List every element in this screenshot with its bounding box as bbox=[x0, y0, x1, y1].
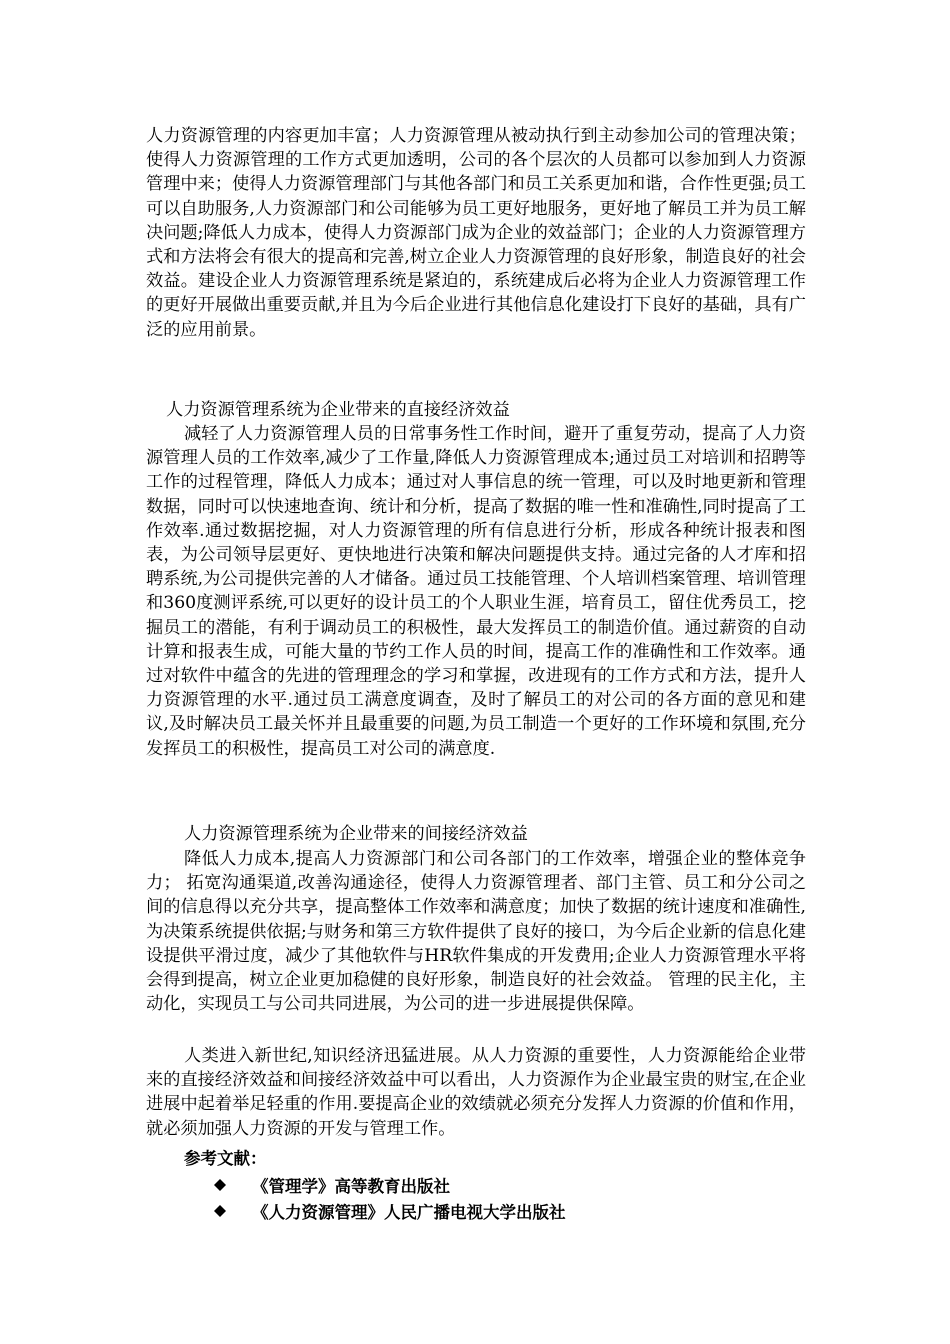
section-heading-indirect-benefits: 人力资源管理系统为企业带来的间接经济效益 bbox=[184, 824, 528, 844]
section-heading-direct-benefits: 人力资源管理系统为企业带来的直接经济效益 bbox=[166, 400, 510, 420]
reference-item bbox=[214, 1172, 566, 1198]
reference-title: 《管理学》高等教育出版社 bbox=[252, 1177, 450, 1196]
reference-item bbox=[214, 1198, 566, 1224]
diamond-bullet-icon bbox=[214, 1179, 226, 1191]
reference-title: 《人力资源管理》人民广播电视大学出版社 bbox=[252, 1203, 566, 1222]
intro-paragraph: 人力资源管理的内容更加丰富；人力资源管理从被动执行到主动参加公司的管理决策；使得人力资源管理的工作方式更加透明，公司的各个层次的人员都可以参加到人力资源管理中来；使得人力资源管理部门与其他各部门和员工关系更加和谐，合作性更强;员工可以自助服务,人力资源部门和公司能够为员工更好地服务，更好地了解员工并为员工解决问题;降低人力成本，使得人力资源部门成为企业的效益部门；企业的人力资源管理方式和方法将会有很大的提高和完善,树立企业人力资源管理的良好形象，制造良好的社会效益。建设企业人力资源管理系统是紧迫的，系统建成后必将为企业人力资源管理工作的更好开展做出重要贡献,并且为今后企业进行其他信息化建设打下良好的基础，具有广泛的应用前景。 bbox=[146, 126, 806, 340]
references-list bbox=[214, 1172, 566, 1224]
indirect-benefits-paragraph: 降低人力成本,提高人力资源部门和公司各部门的工作效率，增强企业的整体竞争力； 拓宽沟通渠道,改善沟通途径，使得人力资源管理者、部门主管、员工和分公司之间的信息得以充分共享，提高整体工作效率和满意度；加快了数据的统计速度和准确性,为决策系统提供依据;与财务和第三方软件提供了良好的接口，为今后企业新的信息化建设提供平滑过度，减少了其他软件与HR软件集成的开发费用;企业人力资源管理水平将会得到提高，树立企业更加稳健的良好形象，制造良好的社会效益。 管理的民主化，主动化，实现员工与公司共同进展，为公司的进一步进展提供保障。 bbox=[146, 849, 806, 1015]
direct-benefits-paragraph: 减轻了人力资源管理人员的日常事务性工作时间，避开了重复劳动，提高了人力资源管理人员的工作效率,减少了工作量,降低人力资源管理成本;通过员工对培训和招聘等工作的过程管理，降低人力成本；通过对人事信息的统一管理，可以及时地更新和管理数据，同时可以快速地查询、统计和分析，提高了数据的唯一性和准确性,同时提高了工作效率.通过数据挖掘，对人力资源管理的所有信息进行分析，形成各种统计报表和图表，为公司领导层更好、更快地进行决策和解决问题提供支持。通过完备的人才库和招聘系统,为公司提供完善的人才储备。通过员工技能管理、个人培训档案管理、培训管理和360度测评系统,可以更好的设计员工的个人职业生涯，培育员工，留住优秀员工，挖掘员工的潜能，有利于调动员工的积极性，最大发挥员工的制造价值。通过薪资的自动计算和报表生成，可能大量的节约工作人员的时间，提高工作的准确性和工作效率。通过对软件中蕴含的先进的管理理念的学习和掌握，改进现有的工作方式和方法，提升人力资源管理的水平.通过员工满意度调查，及时了解员工的对公司的各方面的意见和建议,及时解决员工最关怀并且最重要的问题,为员工制造一个更好的工作环境和氛围,充分发挥员工的积极性，提高员工对公司的满意度. bbox=[146, 424, 806, 759]
diamond-bullet-icon bbox=[214, 1205, 226, 1217]
conclusion-paragraph: 人类进入新世纪,知识经济迅猛进展。从人力资源的重要性，人力资源能给企业带来的直接经济效益和间接经济效益中可以看出，人力资源作为企业最宝贵的财宝,在企业进展中起着举足轻重的作用.要提高企业的效绩就必须充分发挥人力资源的价值和作用，就必须加强人力资源的开发与管理工作。 bbox=[146, 1046, 806, 1139]
references-heading: 参考文献： bbox=[184, 1149, 267, 1168]
